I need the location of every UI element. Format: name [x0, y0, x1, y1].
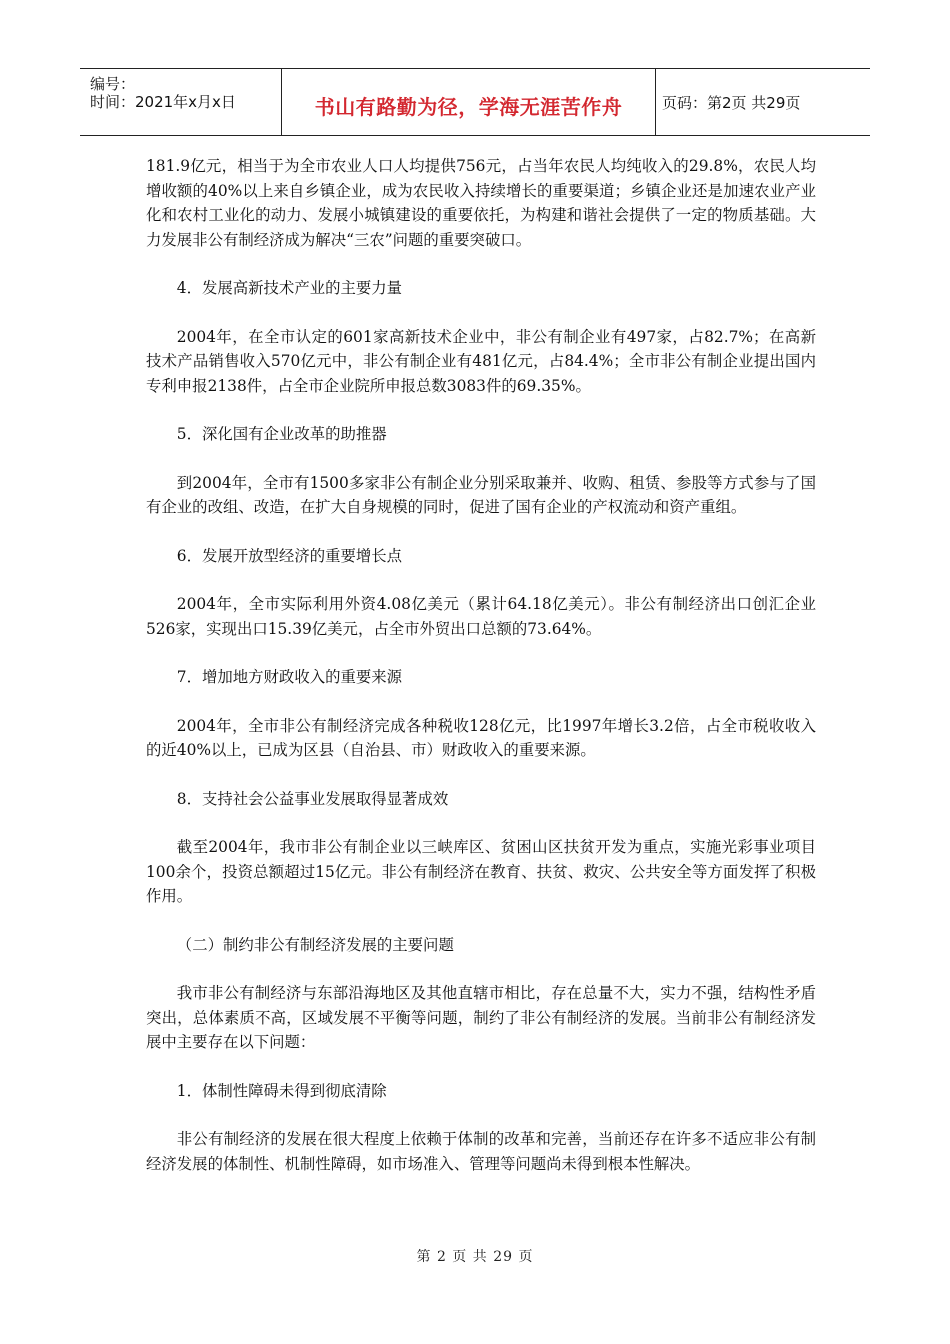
- body-paragraph: 2004年，全市实际利用外资4.08亿美元（累计64.18亿美元）。非公有制经济出口创汇企业526家，实现出口15.39亿美元，占全市外贸出口总额的73.64%。: [146, 595, 816, 638]
- header-page-label: 页码：第2页 共29页: [662, 93, 801, 112]
- body-paragraph: 2004年，在全市认定的601家高新技术企业中，非公有制企业有497家，占82.7%；在高新技术产品销售收入570亿元中，非公有制企业有481亿元，占84.4%；全市非公有制企业提出国内专利申报2138件，占全市企业院所申报总数3083件的69.35%。: [146, 327, 816, 395]
- page-footer: 第 2 页 共 29 页: [416, 1249, 534, 1265]
- body-paragraph: 我市非公有制经济与东部沿海地区及其他直辖市相比，存在总量不大，实力不强，结构性矛盾突出，总体素质不高，区域发展不平衡等问题，制约了非公有制经济的发展。当前非公有制经济发展中主要存在以下问题：: [146, 984, 816, 1051]
- header-motto: 书山有路勤为径，学海无涯苦作舟: [314, 94, 623, 119]
- section-heading: （二）制约非公有制经济发展的主要问题: [176, 935, 454, 954]
- body-paragraph: 到2004年，全市有1500多家非公有制企业分别采取兼并、收购、租赁、参股等方式参与了国有企业的改组、改造，在扩大自身规模的同时，促进了国有企业的产权流动和资产重组。: [146, 473, 816, 516]
- body-paragraph: 181.9亿元，相当于为全市农业人口人均提供756元，占当年农民人均纯收入的29.8%，农民人均增收额的40%以上来自乡镇企业，成为农民收入持续增长的重要渠道；乡镇企业还是加速农业产业化和农村工业化的动力、发展小城镇建设的重要依托，为构建和谐社会提供了一定的物质基础。大力发展非公有制经济成为解决“三农”问题的重要突破口。: [146, 157, 816, 249]
- section-heading: 1．体制性障碍未得到彻底清除: [176, 1081, 387, 1100]
- body-paragraph: 非公有制经济的发展在很大程度上依赖于体制的改革和完善，当前还存在许多不适应非公有制经济发展的体制性、机制性障碍，如市场准入、管理等问题尚未得到根本性解决。: [146, 1130, 816, 1173]
- body-paragraph: 截至2004年，我市非公有制企业以三峡库区、贫困山区扶贫开发为重点，实施光彩事业项目100余个，投资总额超过15亿元。非公有制经济在教育、扶贫、救灾、公共安全等方面发挥了积极作用。: [146, 838, 816, 905]
- section-heading: 8．支持社会公益事业发展取得显著成效: [176, 789, 449, 808]
- header-page-cell: [656, 69, 870, 135]
- document-time-label: 时间：2021年x月x日: [90, 93, 236, 111]
- section-heading: 7．增加地方财政收入的重要来源: [176, 668, 403, 686]
- section-heading: 6．发展开放型经济的重要增长点: [176, 546, 403, 565]
- body-paragraph: 2004年，全市非公有制经济完成各种税收128亿元，比1997年增长3.2倍，占全市税收收入的近40%以上，已成为区县（自治县、市）财政收入的重要来源。: [146, 716, 816, 759]
- document-body: [146, 154, 816, 1200]
- section-heading: 4．发展高新技术产业的主要力量: [176, 279, 403, 297]
- document-number-label: 编号：: [90, 75, 136, 93]
- header-motto-cell: [282, 69, 656, 135]
- section-heading: 5．深化国有企业改革的助推器: [176, 425, 387, 443]
- page-header: [80, 68, 870, 136]
- header-meta-cell: [80, 69, 282, 135]
